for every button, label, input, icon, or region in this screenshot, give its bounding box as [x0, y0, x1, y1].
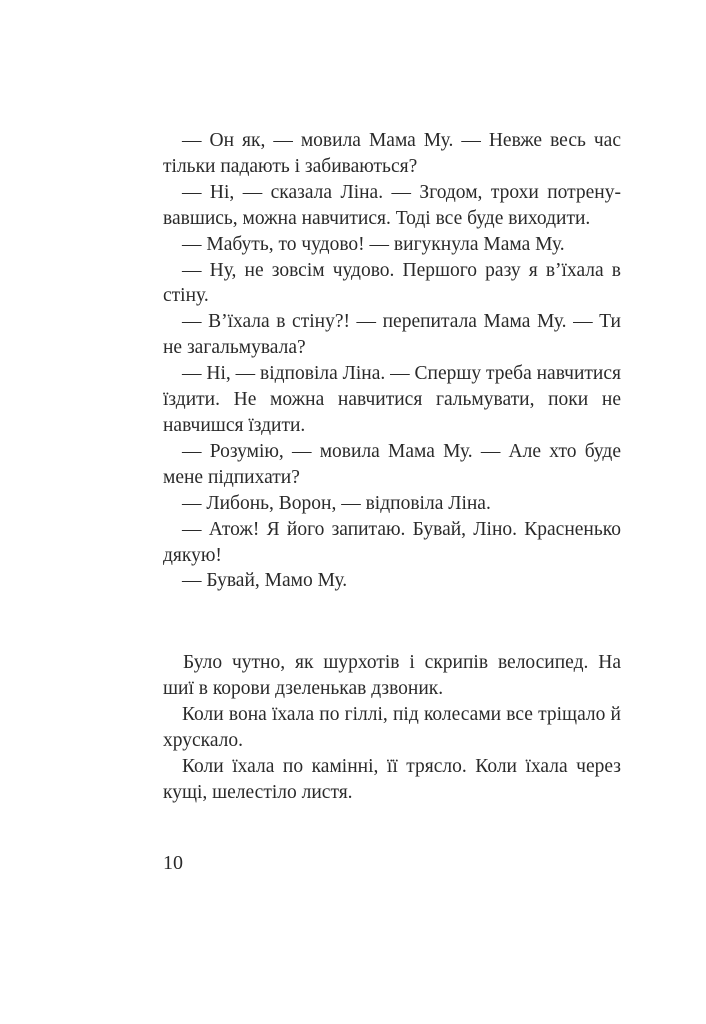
narration-paragraph: Було чутно, як шурхотів і скрипів велосипед. На шиї в корови дзеленькав дзвоник. [163, 652, 621, 699]
dialogue-line: — Мабуть, то чудово! — вигукнула Мама Му. [182, 233, 565, 255]
dialogue-line: — Либонь, Ворон, — відповіла Ліна. [182, 492, 491, 514]
dialogue-line: — Ні, — сказала Ліна. — Згодом, трохи потренувавшись, можна навчитися. Тоді все буде виходити. [163, 181, 621, 229]
narration-paragraph: Коли вона їхала по гіллі, під колесами все тріщало й хрускало. [163, 703, 621, 751]
narration-paragraph: Коли їхала по камінні, її трясло. Коли їхала через кущі, шелестіло листя. [163, 755, 621, 803]
dialogue-block [163, 128, 621, 594]
page-number: 10 [163, 852, 183, 874]
dialogue-line: — Ну, не зовсім чудово. Першого разу я в’їхала в стіну. [163, 259, 621, 307]
dialogue-line: — Бувай, Мамо Му. [182, 570, 348, 592]
narration-block [163, 650, 621, 805]
dialogue-line: — Он як, — мовила Мама Му. — Невже весь час тільки падають і забиваються? [163, 130, 621, 177]
dialogue-line: — Розумію, — мовила Мама Му. — Але хто буде мене підпихати? [163, 440, 621, 488]
dialogue-line: — В’їхала в стіну?! — перепитала Мама Му. — Ти не загальмувала? [163, 311, 621, 359]
dialogue-line: — Ні, — відповіла Ліна. — Спершу треба навчитися їздити. Не можна навчитися гальмувати, поки не навчишся їздити. [163, 363, 621, 436]
dialogue-line: — Атож! Я його запитаю. Бувай, Ліно. Красненько дякую! [163, 518, 621, 566]
